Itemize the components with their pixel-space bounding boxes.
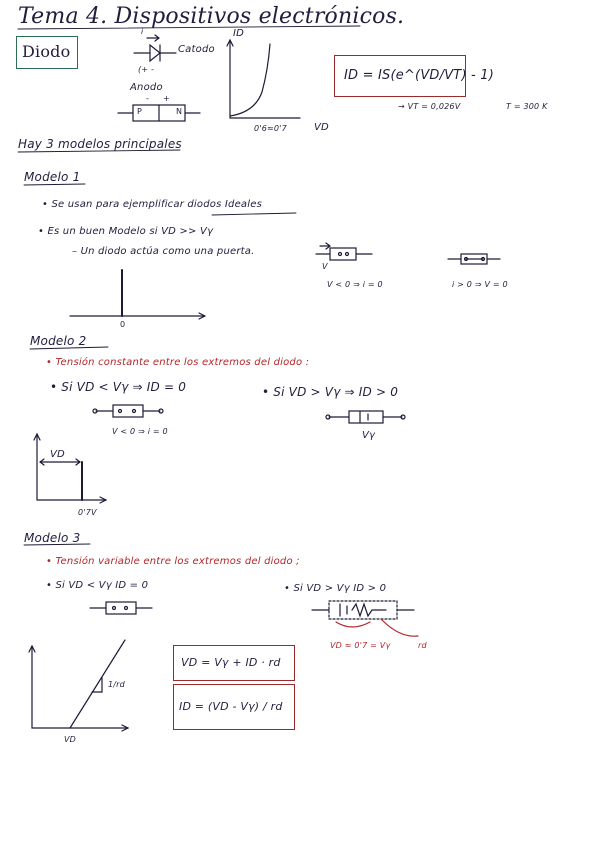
n-region: N: [176, 107, 183, 116]
gate-open-circuit: [316, 243, 372, 260]
modelo2-left-caption: V < 0 ⇒ i = 0: [112, 427, 168, 436]
modelo1-bullet3: – Un diodo actúa como una puerta.: [72, 246, 255, 257]
modelo3-eq2: ID = (VD - Vγ) / rd: [179, 700, 283, 713]
modelo3-right-caption: VD ≈ 0'7 = Vγ: [330, 641, 391, 650]
model3-rd-circuit: [312, 601, 418, 636]
intro-text: Hay 3 modelos principales: [18, 137, 182, 151]
modelo1-bullet1: • Se usan para ejemplificar diodos Ideales: [42, 199, 263, 210]
modelo2-title: Modelo 2: [30, 334, 87, 348]
vt-note: → VT = 0,026V: [398, 102, 461, 111]
modelo1-bullet2: • Es un buen Modelo si VD >> Vγ: [38, 226, 214, 237]
polarity-label: (+ -: [138, 65, 155, 74]
graph-y-label: ID: [233, 28, 245, 39]
gate-closed-circuit: [448, 254, 500, 264]
p-region: P: [137, 107, 143, 116]
modelo3-case-left: • Si VD < Vγ ID = 0: [46, 580, 149, 591]
diode-symbol: [134, 35, 176, 61]
modelo3-graph-x: VD: [64, 735, 77, 744]
anodo-label: Anodo: [130, 82, 163, 93]
pn-plus: +: [163, 94, 170, 103]
modelo3-title: Modelo 3: [24, 531, 81, 545]
catodo-label: Catodo: [178, 44, 215, 55]
page-title: Tema 4. Dispositivos electrónicos.: [18, 4, 405, 29]
model2-source-circuit: [326, 411, 405, 423]
modelo2-case-right: • Si VD > Vγ ⇒ ID > 0: [262, 385, 399, 399]
graph-x-label: VD: [314, 122, 329, 133]
modelo1-title: Modelo 1: [24, 170, 81, 184]
pn-minus: -: [146, 94, 150, 103]
modelo3-rd-label: rd: [418, 641, 427, 650]
graph-tick: 0'6≈0'7: [254, 124, 287, 133]
modelo2-right-caption: Vγ: [362, 430, 376, 441]
temp-note: T = 300 K: [506, 102, 548, 111]
model1-graph: [70, 270, 205, 319]
modelo2-graph-tick: 0'7V: [78, 508, 97, 517]
gate-v-label: V: [322, 262, 328, 271]
diode-iv-graph: [227, 40, 300, 118]
origin-label: 0: [120, 320, 126, 329]
modelo2-bullet1: • Tensión constante entre los extremos del diodo :: [46, 357, 310, 368]
model2-open-circuit: [93, 405, 163, 417]
modelo3-slope: 1/rd: [108, 680, 125, 689]
model2-graph: [34, 434, 106, 503]
modelo3-bullet1: • Tensión variable entre los extremos del diodo ;: [46, 556, 300, 567]
current-label: i: [141, 27, 144, 36]
diode-equation: ID = IS(e^(VD/VT) - 1): [344, 68, 495, 83]
pn-junction: [118, 105, 200, 121]
case-right: i > 0 ⇒ V = 0: [452, 280, 508, 289]
modelo3-case-right: • Si VD > Vγ ID > 0: [284, 583, 387, 594]
modelo3-eq1: VD = Vγ + ID · rd: [181, 656, 281, 669]
modelo2-case-left: • Si VD < Vγ ⇒ ID = 0: [50, 380, 187, 394]
model3-open-circuit: [90, 602, 152, 614]
case-left: V < 0 ⇒ i = 0: [327, 280, 383, 289]
diodo-label: Diodo: [22, 42, 71, 61]
modelo2-graph-label: VD: [50, 449, 65, 460]
